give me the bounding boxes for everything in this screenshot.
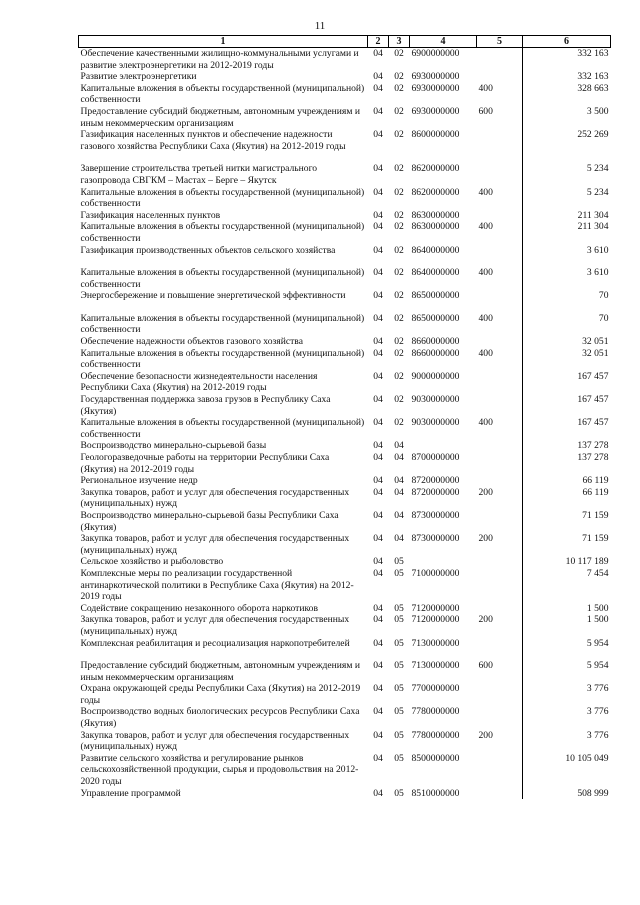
row-subsection-code: 05 — [394, 683, 404, 695]
row-subsection-code: 05 — [394, 567, 404, 579]
row-section-code: 04 — [373, 209, 383, 221]
table-row — [79, 71, 611, 83]
row-subsection-code: 05 — [394, 706, 404, 718]
table-row — [79, 603, 611, 615]
table-row — [79, 267, 611, 290]
row-subsection-code: 05 — [394, 637, 404, 649]
row-amount: 66 119 — [582, 475, 609, 487]
spacer-cell — [368, 256, 389, 267]
row-expense-type — [477, 568, 523, 603]
row-expense-type — [477, 603, 523, 615]
row-expense-type — [477, 440, 523, 452]
row-amount: 328 663 — [577, 82, 609, 94]
row-target-code: 7780000000 — [411, 706, 460, 718]
row-amount: 508 999 — [577, 787, 609, 799]
row-section-code: 04 — [373, 533, 383, 545]
row-section-code: 04 — [373, 82, 383, 94]
row-name: Содействие сокращению незаконного оборота наркотиков — [80, 602, 318, 614]
spacer-cell — [389, 302, 410, 313]
row-amount: 137 278 — [577, 452, 609, 463]
table-row — [79, 187, 611, 210]
spacer-cell — [368, 649, 389, 660]
row-section-code: 04 — [373, 267, 383, 279]
row-subsection-code: 02 — [394, 394, 404, 406]
row-target-code: 8660000000 — [411, 336, 460, 348]
row-name: Энергосбережение и повышение энергетической эффективности — [80, 290, 346, 302]
row-amount: 211 304 — [577, 221, 609, 233]
column-header-6: 6 — [523, 36, 611, 48]
row-target-code: 9000000000 — [411, 370, 460, 382]
row-subsection-code: 05 — [394, 556, 404, 568]
row-section-code: 04 — [373, 244, 383, 256]
row-section-code: 04 — [373, 452, 383, 463]
row-target-code: 8730000000 — [411, 509, 460, 521]
spacer-cell — [410, 256, 477, 267]
row-subsection-code: 02 — [394, 370, 404, 382]
row-target-code: 8650000000 — [411, 290, 460, 302]
row-section-code: 04 — [373, 347, 383, 359]
table-row — [79, 568, 611, 603]
row-target-code: 8510000000 — [411, 787, 460, 799]
row-expense-type — [477, 394, 523, 417]
row-name: Воспроизводство минерально-сырьевой базы Республики Саха (Якутия) — [80, 509, 339, 533]
table-row — [79, 510, 611, 533]
row-amount: 3 776 — [586, 729, 609, 741]
row-name: Завершение строительства третьей нитки магистрального газопровода СВГКМ – Мастах – Берге – Якутск — [80, 163, 318, 186]
row-expense-type: 200 — [477, 487, 523, 510]
row-subsection-code: 02 — [394, 163, 404, 175]
table-row — [79, 614, 611, 637]
row-name: Закупка товаров, работ и услуг для обеспечения государственных (муниципальных) нужд — [80, 614, 350, 637]
spacer-cell — [410, 649, 477, 660]
row-subsection-code: 02 — [394, 244, 404, 256]
row-section-code: 04 — [373, 602, 383, 614]
row-name: Капитальные вложения в объекты государственной (муниципальной) собственности — [80, 186, 365, 210]
row-amount: 332 163 — [577, 71, 609, 83]
row-section-code: 04 — [373, 417, 383, 429]
row-amount: 5 954 — [586, 660, 609, 672]
row-name: Капитальные вложения в объекты государственной (муниципальной) собственности — [80, 312, 365, 336]
row-expense-type: 400 — [477, 417, 523, 440]
spacer-cell — [477, 649, 523, 660]
spacer-cell — [368, 152, 389, 163]
row-name: Обеспечение надежности объектов газового хозяйства — [80, 336, 303, 348]
row-amount: 137 278 — [577, 440, 609, 452]
row-name: Закупка товаров, работ и услуг для обеспечения государственных (муниципальных) нужд — [80, 729, 350, 753]
spacer-cell — [477, 302, 523, 313]
row-subsection-code: 04 — [394, 533, 404, 545]
row-amount: 70 — [598, 290, 609, 302]
row-expense-type — [477, 788, 523, 800]
row-name: Капитальные вложения в объекты государственной (муниципальной) собственности — [80, 221, 365, 244]
table-row — [79, 106, 611, 129]
row-name: Комплексная реабилитация и ресоциализация наркопотребителей — [80, 637, 350, 649]
spacer-cell — [477, 152, 523, 163]
row-section-code: 04 — [373, 129, 383, 141]
row-name: Охрана окружающей среды Республики Саха (Якутия) на 2012-2019 годы — [80, 683, 361, 706]
row-target-code: 7130000000 — [411, 637, 460, 649]
spacer-cell — [79, 302, 368, 313]
row-expense-type — [477, 163, 523, 186]
row-target-code: 6930000000 — [411, 71, 460, 83]
row-target-code: 8720000000 — [411, 486, 460, 498]
table-row — [79, 336, 611, 348]
table-row — [79, 683, 611, 706]
row-section-code: 04 — [373, 660, 383, 672]
row-amount: 7 454 — [586, 567, 609, 579]
row-name: Капитальные вложения в объекты государственной (муниципальной) собственности — [80, 82, 365, 106]
row-target-code: 6930000000 — [411, 105, 460, 117]
row-section-code: 04 — [373, 312, 383, 324]
row-amount: 1 500 — [586, 614, 609, 626]
row-amount: 3 776 — [586, 683, 609, 695]
row-section-code: 04 — [373, 637, 383, 649]
row-expense-type: 400 — [477, 221, 523, 244]
row-name: Комплексные меры по реализации государственной антинаркотической политики в Республике Саха (Якутия) на 2012-2019 годы — [80, 567, 354, 603]
row-expense-type — [477, 290, 523, 302]
row-target-code: 9030000000 — [411, 394, 460, 406]
row-name: Газификация производственных объектов сельского хозяйства — [80, 244, 336, 256]
table-row — [79, 394, 611, 417]
row-section-code: 04 — [373, 48, 383, 59]
spacer-cell — [79, 256, 368, 267]
row-expense-type — [477, 129, 523, 152]
row-expense-type — [477, 210, 523, 222]
row-section-code: 04 — [373, 683, 383, 695]
row-name: Газификация населенных пунктов и обеспечение надежности газового хозяйства Республики Саха (Якутия) на 2012-2019 годы — [80, 129, 346, 152]
row-subsection-code: 02 — [394, 105, 404, 117]
row-name: Региональное изучение недр — [80, 475, 198, 487]
table-row — [79, 290, 611, 302]
row-subsection-code: 04 — [394, 486, 404, 498]
row-section-code: 04 — [373, 752, 383, 764]
row-section-code: 04 — [373, 787, 383, 799]
table-row — [79, 452, 611, 475]
row-name: Капитальные вложения в объекты государственной (муниципальной) собственности — [80, 347, 365, 371]
row-name: Развитие сельского хозяйства и регулирование рынков сельскохозяйственной продукции, сырья и продовольствия на 2012-2020 годы — [80, 752, 359, 788]
spacer-cell — [79, 152, 368, 163]
row-amount: 32 051 — [582, 347, 609, 359]
table-row — [79, 163, 611, 186]
table-row — [79, 638, 611, 650]
row-target-code: 7780000000 — [411, 729, 460, 741]
table-body — [79, 48, 611, 800]
budget-table — [78, 35, 611, 799]
row-expense-type: 200 — [477, 614, 523, 637]
row-expense-type — [477, 452, 523, 475]
spacer-cell — [523, 152, 611, 163]
spacer-cell — [523, 256, 611, 267]
row-name: Государственная поддержка завоза грузов в Республику Саха (Якутия) — [80, 394, 331, 417]
table-row — [79, 221, 611, 244]
row-subsection-code: 02 — [394, 48, 404, 59]
row-subsection-code: 04 — [394, 475, 404, 487]
row-section-code: 04 — [373, 486, 383, 498]
row-amount: 3 610 — [586, 267, 609, 279]
table-row — [79, 487, 611, 510]
row-section-code: 04 — [373, 614, 383, 626]
row-target-code: 7100000000 — [411, 567, 460, 579]
row-amount: 3 776 — [586, 706, 609, 718]
spacer-cell — [410, 152, 477, 163]
column-header-1: 1 — [79, 36, 368, 48]
row-name: Закупка товаров, работ и услуг для обеспечения государственных (муниципальных) нужд — [80, 486, 350, 510]
row-target-code: 8640000000 — [411, 244, 460, 256]
row-amount: 167 457 — [577, 394, 609, 406]
row-name: Воспроизводство водных биологических ресурсов Республики Саха (Якутия) — [80, 706, 360, 730]
row-target-code: 6930000000 — [411, 82, 460, 94]
table-row — [79, 210, 611, 222]
row-name: Закупка товаров, работ и услуг для обеспечения государственных (муниципальных) нужд — [80, 533, 350, 556]
table-row — [79, 788, 611, 800]
row-name: Управление программой — [80, 787, 181, 799]
row-section-code: 04 — [373, 71, 383, 83]
row-amount: 252 269 — [577, 129, 609, 141]
row-name: Развитие электроэнергетики — [80, 71, 197, 83]
row-target-code: 9030000000 — [411, 417, 460, 429]
table-row — [79, 556, 611, 568]
row-section-code: 04 — [373, 567, 383, 579]
row-name: Воспроизводство минерально-сырьевой базы — [80, 440, 267, 452]
row-amount: 71 159 — [582, 509, 609, 521]
table-row — [79, 371, 611, 394]
row-section-code: 04 — [373, 186, 383, 198]
row-expense-type: 400 — [477, 267, 523, 290]
row-section-code: 04 — [373, 509, 383, 521]
row-section-code: 04 — [373, 475, 383, 487]
row-subsection-code: 02 — [394, 209, 404, 221]
row-target-code: 8720000000 — [411, 475, 460, 487]
row-subsection-code: 02 — [394, 186, 404, 198]
spacer-cell — [79, 649, 368, 660]
row-amount: 10 105 049 — [565, 752, 609, 764]
spacer-cell — [389, 256, 410, 267]
row-name: Сельское хозяйство и рыболовство — [80, 556, 224, 568]
row-expense-type: 600 — [477, 106, 523, 129]
row-amount: 3 610 — [586, 244, 609, 256]
table-row — [79, 440, 611, 452]
table-header — [79, 36, 611, 48]
row-target-code: 8650000000 — [411, 312, 460, 324]
page-number: 11 — [314, 20, 326, 32]
spacer-cell — [477, 256, 523, 267]
row-expense-type: 400 — [477, 83, 523, 106]
row-subsection-code: 04 — [394, 440, 404, 452]
spacer-cell — [523, 302, 611, 313]
row-target-code: 8620000000 — [411, 163, 460, 175]
spacer-cell — [389, 152, 410, 163]
row-name: Геологоразведочные работы на территории Республики Саха (Якутия) на 2012-2019 годы — [80, 452, 330, 475]
table-row — [79, 660, 611, 683]
row-amount: 71 159 — [582, 533, 609, 545]
row-target-code — [410, 556, 477, 568]
row-section-code: 04 — [373, 440, 383, 452]
row-section-code: 04 — [373, 729, 383, 741]
row-expense-type — [477, 475, 523, 487]
row-section-code: 04 — [373, 290, 383, 302]
row-amount: 70 — [598, 312, 609, 324]
row-amount: 5 954 — [586, 637, 609, 649]
row-amount: 10 117 189 — [565, 556, 609, 568]
row-subsection-code: 02 — [394, 82, 404, 94]
table-row — [79, 533, 611, 556]
row-expense-type — [477, 510, 523, 533]
table-row — [79, 348, 611, 371]
row-name: Капитальные вложения в объекты государственной (муниципальной) собственности — [80, 267, 365, 290]
row-target-code: 7120000000 — [411, 614, 460, 626]
row-expense-type — [477, 48, 523, 72]
row-subsection-code: 02 — [394, 417, 404, 429]
row-expense-type — [477, 753, 523, 788]
row-section-code: 04 — [373, 336, 383, 348]
row-expense-type — [477, 336, 523, 348]
row-expense-type — [477, 245, 523, 257]
row-subsection-code: 05 — [394, 729, 404, 741]
row-amount: 5 234 — [586, 163, 609, 175]
row-expense-type: 600 — [477, 660, 523, 683]
row-subsection-code: 02 — [394, 347, 404, 359]
row-target-code: 8620000000 — [411, 186, 460, 198]
spacer-row — [79, 649, 611, 660]
row-target-code — [410, 440, 477, 452]
row-name: Обеспечение качественными жилищно-коммунальными услугами и развитие электроэнергетики на 2012-2019 годы — [80, 48, 359, 71]
row-expense-type: 200 — [477, 533, 523, 556]
row-name: Обеспечение безопасности жизнедеятельности населения Республики Саха (Якутия) на 2012-2019 годы — [80, 370, 318, 394]
row-amount: 3 500 — [586, 105, 609, 117]
table-row — [79, 48, 611, 72]
table-row — [79, 753, 611, 788]
spacer-cell — [368, 302, 389, 313]
row-subsection-code: 05 — [394, 752, 404, 764]
row-amount: 1 500 — [586, 602, 609, 614]
row-target-code: 7130000000 — [411, 660, 460, 672]
row-amount: 211 304 — [577, 209, 609, 221]
table-row — [79, 706, 611, 729]
row-target-code: 8700000000 — [411, 452, 460, 463]
table-row — [79, 313, 611, 336]
row-target-code: 6900000000 — [411, 48, 460, 59]
row-subsection-code: 02 — [394, 221, 404, 233]
row-expense-type — [477, 683, 523, 706]
row-name: Предоставление субсидий бюджетным, автономным учреждениям и иным некоммерческим организациям — [80, 105, 360, 129]
row-subsection-code: 02 — [394, 71, 404, 83]
column-header-2: 2 — [368, 36, 389, 48]
row-target-code: 8660000000 — [411, 347, 460, 359]
row-section-code: 04 — [373, 370, 383, 382]
row-expense-type — [477, 706, 523, 729]
row-name: Предоставление субсидий бюджетным, автономным учреждениям и иным некоммерческим организациям — [80, 660, 360, 683]
table-row — [79, 475, 611, 487]
spacer-cell — [389, 649, 410, 660]
row-name: Газификация населенных пунктов — [80, 209, 221, 221]
row-amount: 5 234 — [586, 186, 609, 198]
row-subsection-code: 02 — [394, 336, 404, 348]
table-row — [79, 730, 611, 753]
row-expense-type — [477, 638, 523, 650]
spacer-cell — [523, 649, 611, 660]
row-subsection-code: 04 — [394, 509, 404, 521]
row-subsection-code: 05 — [394, 660, 404, 672]
row-subsection-code: 02 — [394, 312, 404, 324]
row-target-code: 8730000000 — [411, 533, 460, 545]
row-expense-type: 200 — [477, 730, 523, 753]
column-header-5: 5 — [477, 36, 523, 48]
row-amount: 167 457 — [577, 417, 609, 429]
row-name: Капитальные вложения в объекты государственной (муниципальной) собственности — [80, 417, 365, 440]
row-subsection-code: 02 — [394, 267, 404, 279]
row-section-code: 04 — [373, 105, 383, 117]
row-subsection-code: 05 — [394, 787, 404, 799]
row-section-code: 04 — [373, 163, 383, 175]
row-target-code: 8500000000 — [411, 752, 460, 764]
spacer-row — [79, 256, 611, 267]
row-target-code: 8640000000 — [411, 267, 460, 279]
row-amount: 167 457 — [577, 370, 609, 382]
row-amount: 32 051 — [582, 336, 609, 348]
row-expense-type — [477, 556, 523, 568]
row-target-code: 7120000000 — [411, 602, 460, 614]
row-subsection-code: 02 — [394, 290, 404, 302]
row-target-code: 8630000000 — [411, 221, 460, 233]
row-subsection-code: 02 — [394, 129, 404, 141]
row-amount: 332 163 — [577, 48, 609, 59]
row-expense-type — [477, 71, 523, 83]
row-amount: 66 119 — [582, 486, 609, 498]
table-row — [79, 417, 611, 440]
row-subsection-code: 04 — [394, 452, 404, 463]
row-subsection-code: 05 — [394, 614, 404, 626]
row-section-code: 04 — [373, 556, 383, 568]
row-expense-type — [477, 371, 523, 394]
row-section-code: 04 — [373, 221, 383, 233]
row-expense-type: 400 — [477, 313, 523, 336]
table-row — [79, 83, 611, 106]
row-expense-type: 400 — [477, 348, 523, 371]
spacer-row — [79, 302, 611, 313]
row-target-code: 8600000000 — [411, 129, 460, 141]
row-target-code: 8630000000 — [411, 209, 460, 221]
column-header-4: 4 — [410, 36, 477, 48]
row-section-code: 04 — [373, 394, 383, 406]
spacer-cell — [410, 302, 477, 313]
row-target-code: 7700000000 — [411, 683, 460, 695]
column-header-3: 3 — [389, 36, 410, 48]
row-section-code: 04 — [373, 706, 383, 718]
row-subsection-code: 05 — [394, 602, 404, 614]
spacer-row — [79, 152, 611, 163]
table-row — [79, 129, 611, 152]
row-expense-type: 400 — [477, 187, 523, 210]
table-row — [79, 245, 611, 257]
